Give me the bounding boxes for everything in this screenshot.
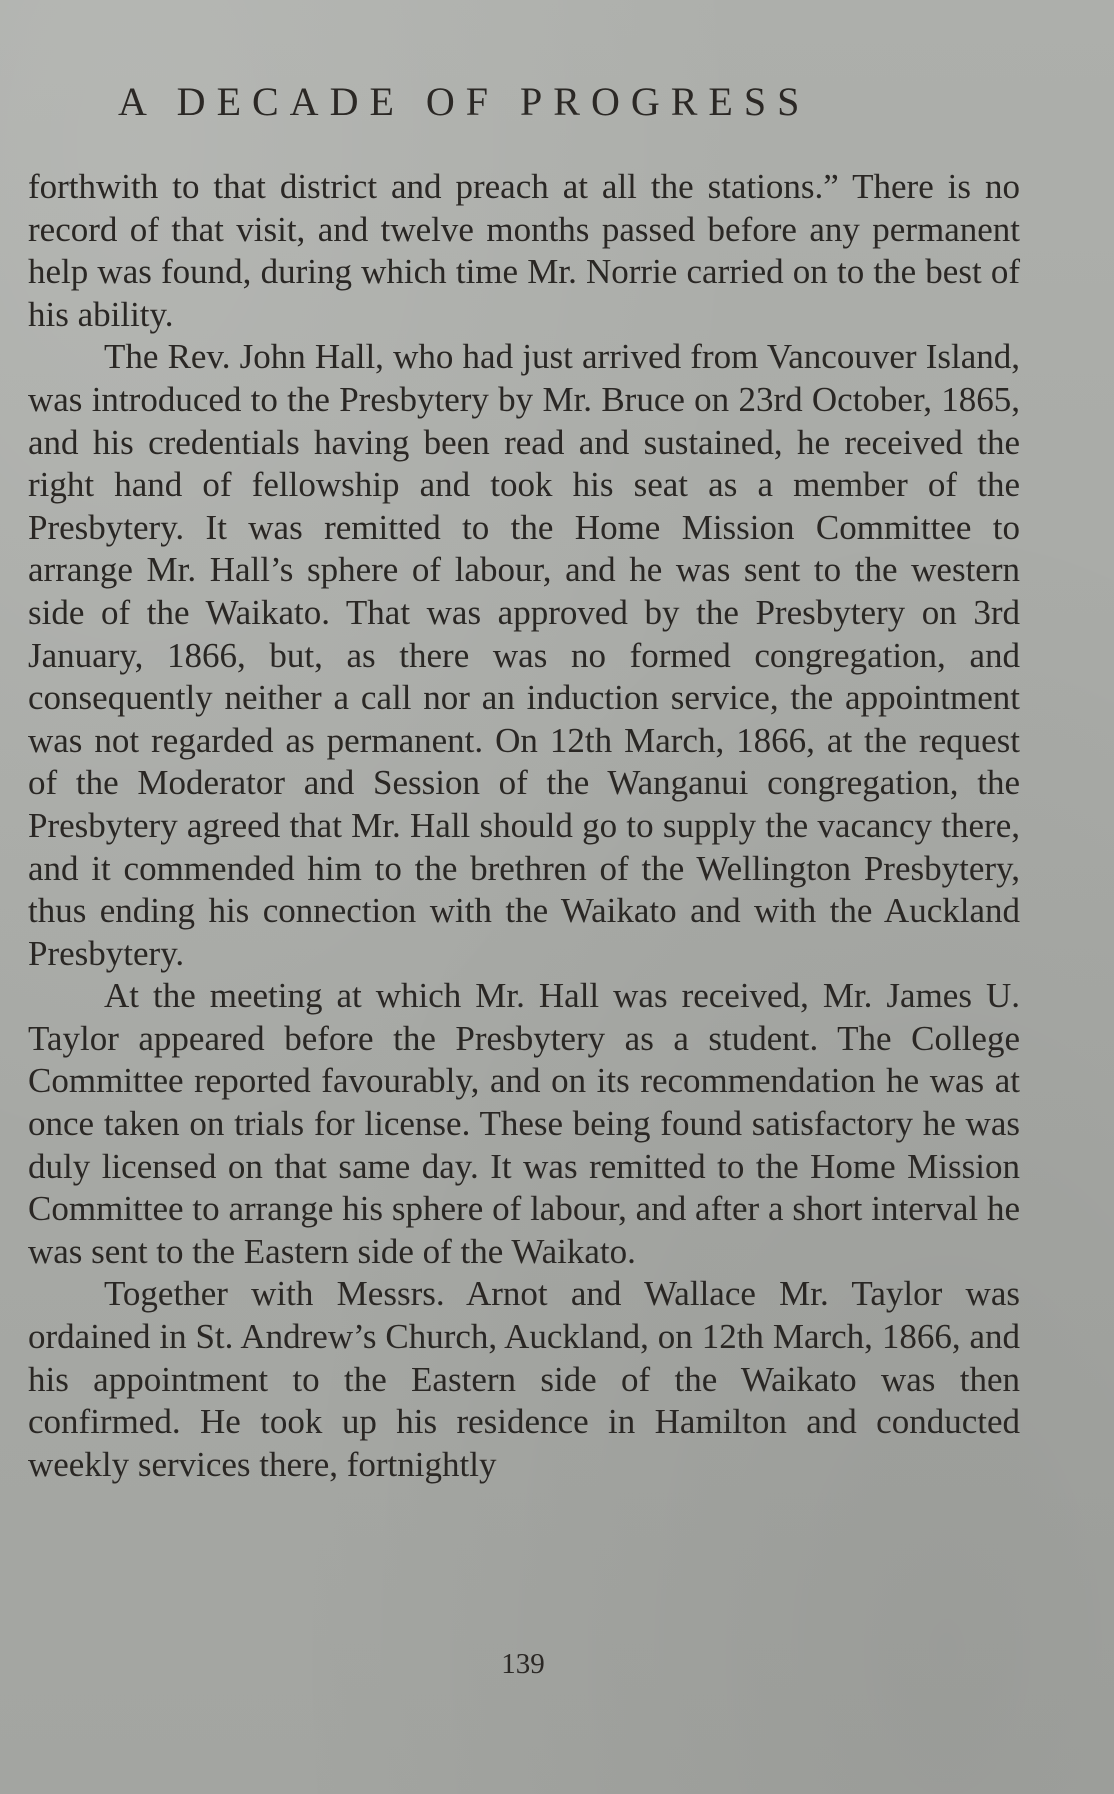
running-head: A DECADE OF PROGRESS: [118, 79, 811, 124]
paragraph: forthwith to that district and preach at all the stations.” There is no record of that visit, and twelve months passed before any permanent help was found, during which time Mr. Norrie carried on to the best of his ability.: [28, 167, 1020, 334]
paragraph: The Rev. John Hall, who had just arrived from Vancouver Island, was introduced to the Presbytery by Mr. Bruce on 23rd October, 1865, and his credentials having been read and sustained, he received the right hand of fellowship and took his seat as a member of the Presbytery. It was remitted to the Home Mission Committee to arrange Mr. Hall’s sphere of labour, and he was sent to the western side of the Waikato. That was approved by the Presbytery on 3rd January, 1866, but, as there was no formed congregation, and consequently neither a call nor an induction service, the appointment was not regarded as permanent. On 12th March, 1866, at the request of the Moderator and Session of the Wanganui congregation, the Presbytery agreed that Mr. Hall should go to supply the vacancy there, and it commended him to the brethren of the Wellington Presbytery, thus ending his connection with the Waikato and with the Auckland Presbytery.: [28, 337, 1020, 973]
page-number: 139: [501, 1648, 545, 1680]
paragraph: Together with Messrs. Arnot and Wallace Mr. Taylor was ordained in St. Andrew’s Church, Auckland, on 12th March, 1866, and his appointment to the Eastern side of the Waikato was then confirmed. He took up his residence in Hamilton and conducted weekly services there, fortnightly: [28, 1274, 1020, 1484]
body-text: [28, 166, 1020, 1486]
paragraph: At the meeting at which Mr. Hall was received, Mr. James U. Taylor appeared before the Presbytery as a student. The College Committee reported favourably, and on its recommendation he was at once taken on trials for license. These being found satisfactory he was duly licensed on that same day. It was remitted to the Home Mission Committee to arrange his sphere of labour, and after a short interval he was sent to the Eastern side of the Waikato.: [28, 976, 1020, 1271]
